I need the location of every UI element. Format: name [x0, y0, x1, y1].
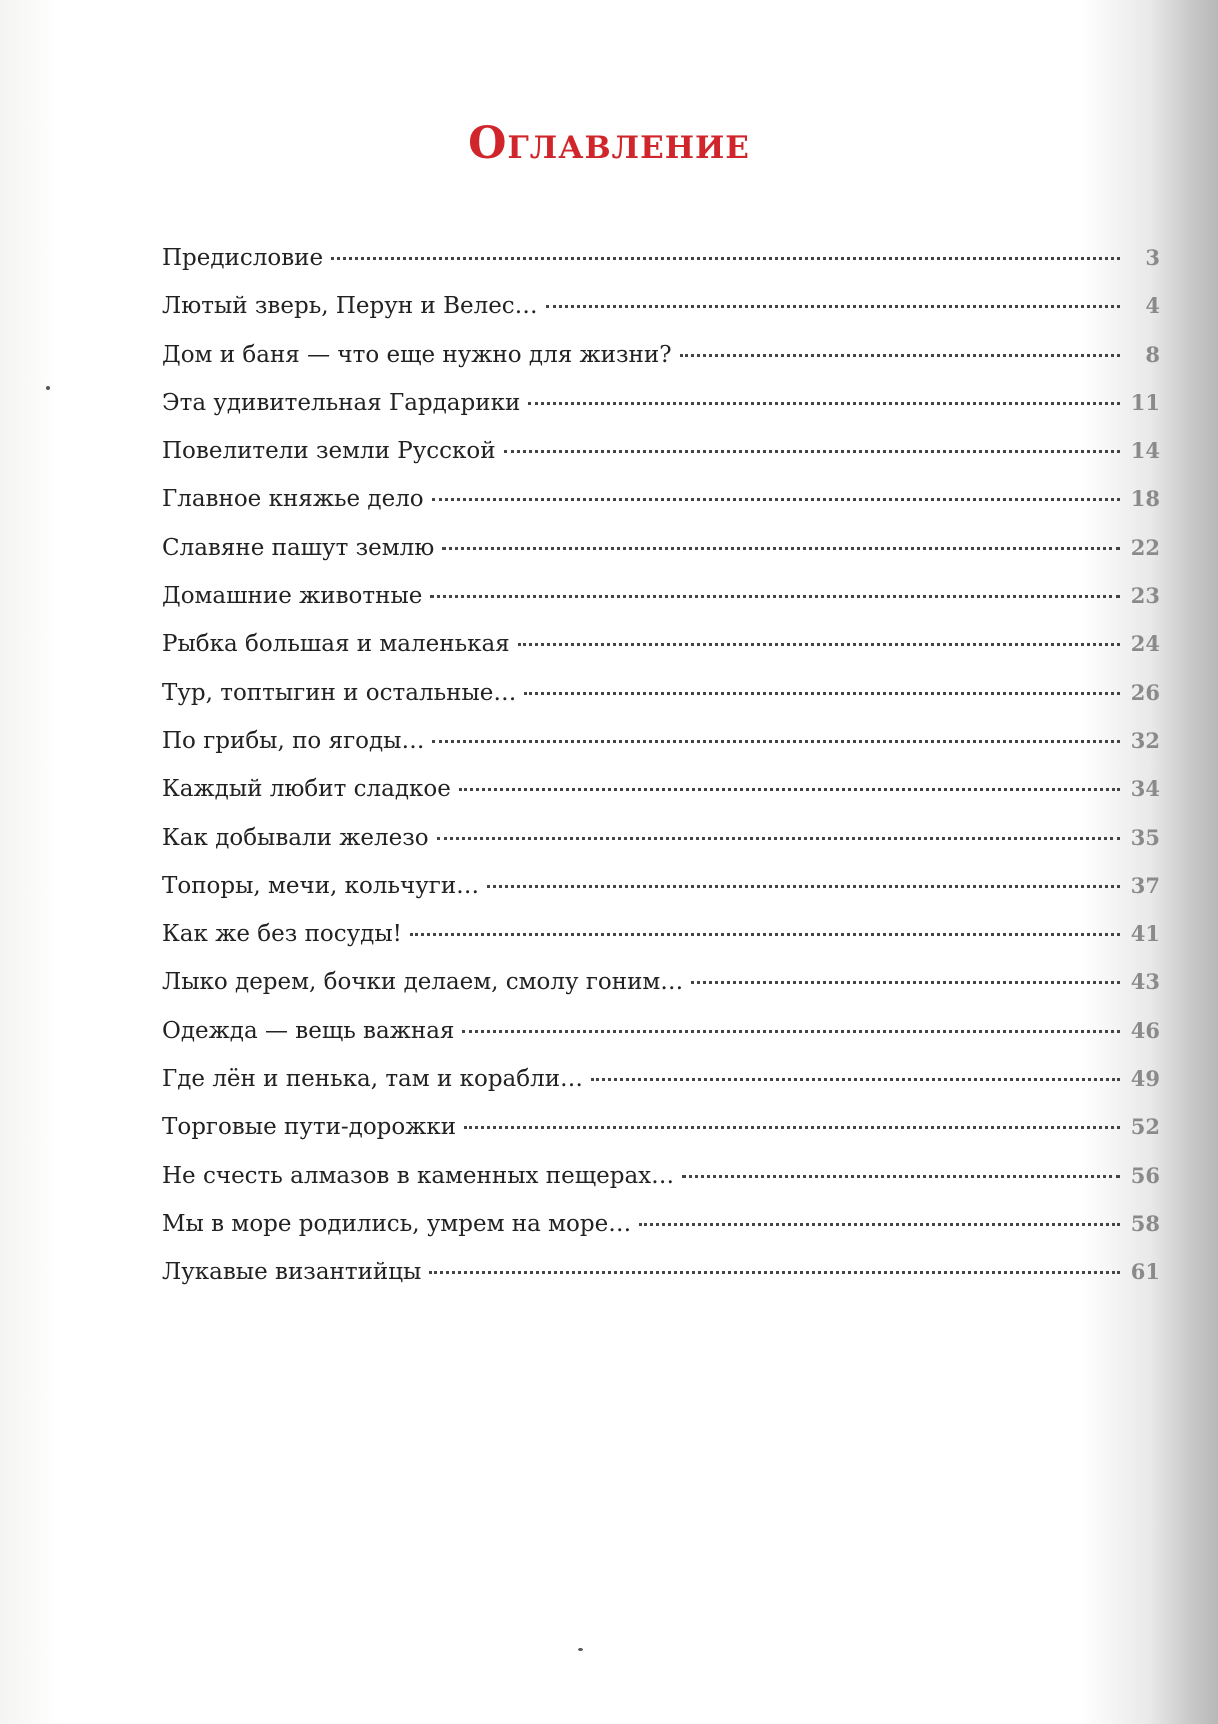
toc-entry [162, 438, 1160, 486]
toc-entry-page-number: 49 [1130, 1066, 1160, 1092]
toc-entry-page-number: 26 [1130, 679, 1160, 705]
toc-entry-title: Как добывали железо [162, 824, 429, 851]
dot-leader [680, 354, 1120, 357]
toc-entry [162, 680, 1160, 728]
toc-entry-page-number: 32 [1130, 727, 1160, 753]
toc-entry-page-number: 43 [1130, 969, 1160, 995]
toc-entry-title: Тур, топтыгин и остальные… [162, 679, 517, 706]
toc-entry-title: Эта удивительная Гардарики [162, 389, 521, 416]
dot-leader [459, 788, 1120, 791]
toc-entry [162, 631, 1160, 679]
dot-leader [487, 885, 1120, 888]
dot-leader [432, 740, 1120, 743]
toc-entry-title: Лютый зверь, Перун и Велес… [162, 293, 538, 320]
toc-entry-title: Не счесть алмазов в каменных пещерах… [162, 1162, 675, 1189]
toc-entry [162, 728, 1160, 776]
dust-speck [578, 1648, 583, 1651]
toc-entry-page-number: 56 [1130, 1162, 1160, 1188]
toc-entry [162, 1163, 1160, 1211]
toc-entry-page-number: 18 [1130, 486, 1160, 512]
toc-entry-title: Славяне пашут землю [162, 534, 435, 561]
toc-entry-page-number: 37 [1130, 872, 1160, 898]
toc-entry-page-number: 52 [1130, 1114, 1160, 1140]
toc-entry-page-number: 58 [1130, 1210, 1160, 1236]
dot-leader [591, 1078, 1120, 1081]
toc-entry-page-number: 11 [1130, 389, 1160, 415]
dot-leader [462, 1030, 1120, 1033]
toc-entry-title: Как же без посуды! [162, 921, 402, 948]
toc-entry-page-number: 22 [1130, 534, 1160, 560]
toc-entry-page-number: 8 [1145, 341, 1160, 367]
toc-entry [162, 390, 1160, 438]
dot-leader [524, 692, 1120, 695]
toc-entry [162, 825, 1160, 873]
toc-entry-page-number: 61 [1130, 1259, 1160, 1285]
toc-entry-title: Торговые пути-дорожки [162, 1114, 457, 1141]
toc-entry [162, 873, 1160, 921]
table-of-contents [162, 245, 1160, 1308]
dot-leader [546, 305, 1120, 308]
toc-entry-title: По грибы, по ягоды… [162, 727, 425, 754]
toc-entry [162, 969, 1160, 1017]
toc-entry-title: Каждый любит сладкое [162, 776, 451, 803]
toc-entry-page-number: 14 [1130, 438, 1160, 464]
toc-entry [162, 293, 1160, 341]
toc-entry-page-number: 4 [1145, 293, 1160, 319]
toc-entry-page-number: 41 [1130, 921, 1160, 947]
toc-entry-title: Домашние животные [162, 583, 423, 610]
toc-entry [162, 342, 1160, 390]
dot-leader [432, 498, 1120, 501]
dot-leader [429, 1271, 1120, 1274]
toc-entry [162, 486, 1160, 534]
toc-entry-title: Где лён и пенька, там и корабли… [162, 1066, 584, 1093]
toc-entry-title: Повелители земли Русской [162, 438, 496, 465]
toc-entry [162, 583, 1160, 631]
dot-leader [682, 1175, 1120, 1178]
toc-entry [162, 1018, 1160, 1066]
toc-entry-title: Рыбка большая и маленькая [162, 631, 510, 658]
toc-entry [162, 1259, 1160, 1307]
dot-leader [437, 837, 1120, 840]
toc-entry-title: Главное княжье дело [162, 486, 424, 513]
dot-leader [504, 450, 1120, 453]
toc-entry-title: Мы в море родились, умрем на море… [162, 1210, 632, 1237]
toc-entry [162, 535, 1160, 583]
toc-entry-title: Одежда — вещь важная [162, 1017, 455, 1044]
toc-entry-page-number: 34 [1130, 776, 1160, 802]
dot-leader [518, 643, 1120, 646]
dot-leader [331, 257, 1120, 260]
toc-entry-page-number: 24 [1130, 631, 1160, 657]
toc-entry [162, 776, 1160, 824]
dot-leader [528, 402, 1120, 405]
toc-entry-title: Топоры, мечи, кольчуги… [162, 872, 480, 899]
toc-entry [162, 1066, 1160, 1114]
dot-leader [691, 981, 1120, 984]
dot-leader [442, 547, 1120, 550]
toc-entry-page-number: 23 [1130, 583, 1160, 609]
toc-entry [162, 1114, 1160, 1162]
toc-entry [162, 921, 1160, 969]
toc-entry-page-number: 35 [1130, 824, 1160, 850]
toc-entry [162, 245, 1160, 293]
page-title: Оглавление [468, 118, 750, 169]
toc-entry-title: Дом и баня — что еще нужно для жизни? [162, 341, 672, 368]
dot-leader [639, 1223, 1120, 1226]
dot-leader [464, 1126, 1120, 1129]
dot-leader [410, 933, 1120, 936]
toc-entry-title: Предисловие [162, 245, 324, 271]
toc-entry-title: Лукавые византийцы [162, 1259, 422, 1286]
toc-entry-page-number: 3 [1145, 245, 1160, 270]
toc-entry [162, 1211, 1160, 1259]
dust-speck [46, 386, 50, 390]
toc-entry-page-number: 46 [1130, 1017, 1160, 1043]
dot-leader [430, 595, 1120, 598]
toc-entry-title: Лыко дерем, бочки делаем, смолу гоним… [162, 969, 684, 996]
